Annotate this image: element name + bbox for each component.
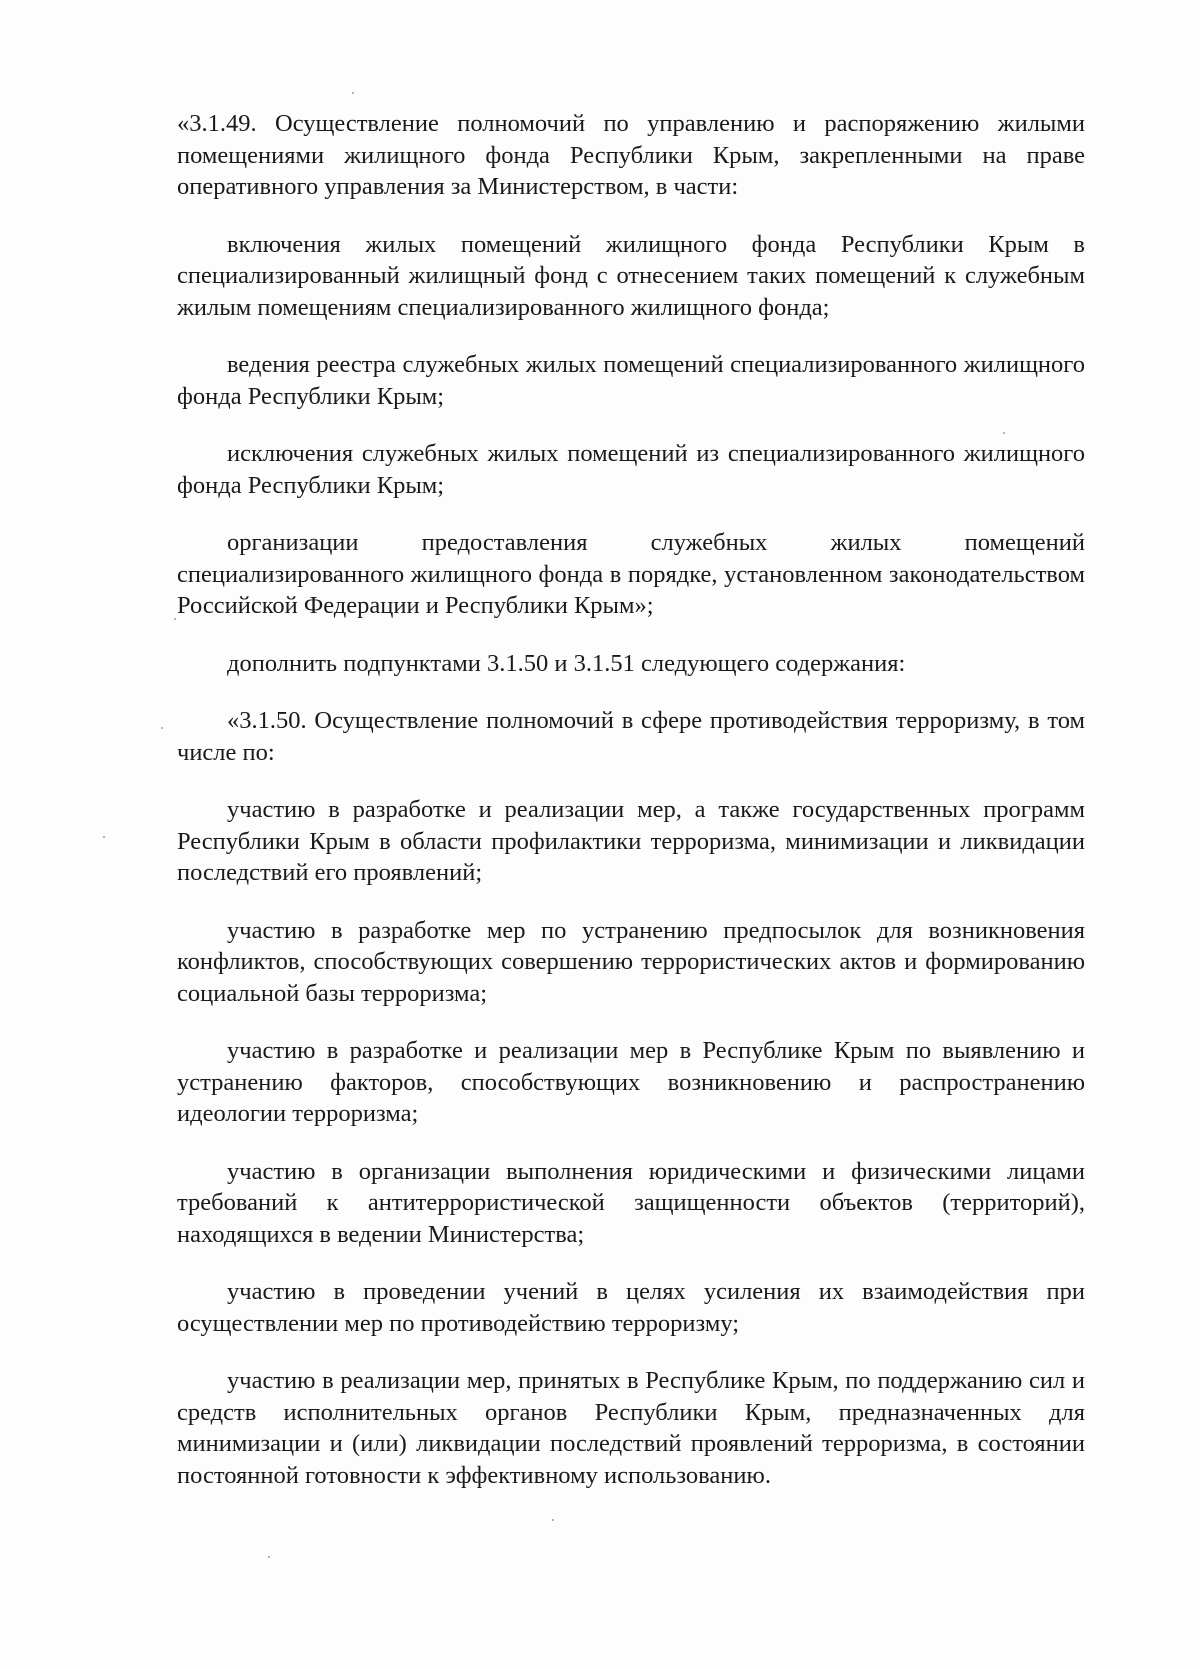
- scan-speck: [174, 618, 176, 620]
- paragraph-item: участию в организации выполнения юридическими и физическими лицами требований к антитеррористической защищенности объектов (территорий), находящихся в ведении Министерства;: [177, 1157, 1085, 1248]
- scan-speck: [352, 92, 354, 94]
- paragraph-item: участию в реализации мер, принятых в Республике Крым, по поддержанию сил и средств исполнительных органов Республики Крым, предназначенных для минимизации и (или) ликвидации последствий проявлений терроризма, в состоянии постоянной готовности к эффективному использованию.: [177, 1367, 1085, 1489]
- paragraph-item: ведения реестра служебных жилых помещений специализированного жилищного фонда Республики Крым;: [177, 351, 1085, 410]
- scan-speck: [1003, 432, 1005, 434]
- paragraph-item: участию в проведении учений в целях усиления их взаимодействия при осуществлении мер по противодействию терроризму;: [177, 1278, 1085, 1337]
- scan-speck: [103, 836, 105, 838]
- scan-speck: [161, 727, 163, 729]
- paragraph-item: исключения служебных жилых помещений из специализированного жилищного фонда Республики Крым;: [177, 440, 1085, 499]
- paragraph-item: участию в разработке и реализации мер в Республике Крым по выявлению и устранению факторов, способствующих возникновению и распространению идеологии терроризма;: [177, 1037, 1085, 1127]
- paragraph-item: участию в разработке и реализации мер, а также государственных программ Республики Крым в области профилактики терроризма, минимизации и ликвидации последствий его проявлений;: [177, 796, 1085, 886]
- scan-speck: [268, 1556, 270, 1558]
- paragraph-3-1-49: «3.1.49. Осуществление полномочий по управлению и распоряжению жилыми помещениями жилищного фонда Республики Крым, закрепленными на праве оперативного управления за Министерством, в части:: [177, 110, 1085, 200]
- document-body: [177, 108, 1085, 1491]
- paragraph-item: участию в разработке мер по устранению предпосылок для возникновения конфликтов, способствующих совершению террористических актов и формированию социальной базы терроризма;: [177, 916, 1085, 1007]
- paragraph-amendment-intro: дополнить подпунктами 3.1.50 и 3.1.51 следующего содержания:: [227, 649, 906, 677]
- scan-speck: [552, 1519, 554, 1521]
- paragraph-item: включения жилых помещений жилищного фонда Республики Крым в специализированный жилищный фонд с отнесением таких помещений к служебным жилым помещениям специализированного жилищного фонда;: [177, 230, 1085, 321]
- paragraph-3-1-50: «3.1.50. Осуществление полномочий в сфере противодействия терроризму, в том числе по:: [177, 707, 1085, 766]
- paragraph-item: организации предоставления служебных жилых помещений специализированного жилищного фонда в порядке, установленном законодательством Российской Федерации и Республики Крым»;: [177, 529, 1085, 619]
